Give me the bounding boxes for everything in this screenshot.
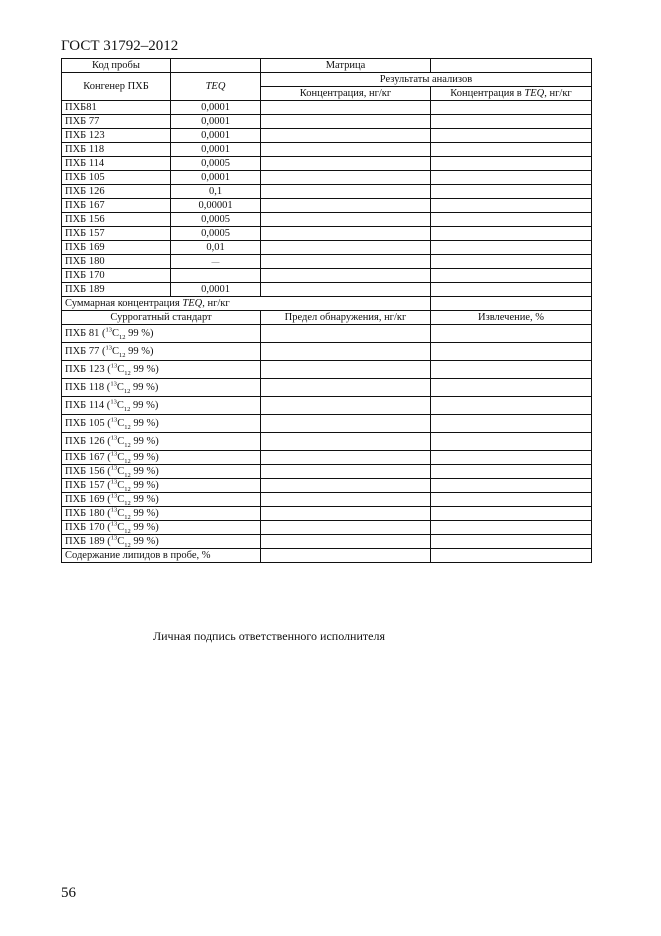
sample-code-value — [171, 59, 261, 73]
surrogate-name: ПХБ 167 ($^{13}C_{12}$ 99 %) — [62, 451, 261, 465]
concentration-teq-cell — [431, 199, 592, 213]
detection-limit-cell — [261, 361, 431, 379]
concentration-cell — [261, 213, 431, 227]
recovery-cell — [431, 343, 592, 361]
surrogate-row — [62, 451, 592, 465]
surrogate-row — [62, 465, 592, 479]
sum-value-cell — [431, 297, 592, 311]
signature-label: Личная подпись ответственного исполнителя — [153, 629, 385, 643]
congener-row — [62, 143, 592, 157]
concentration-cell — [261, 171, 431, 185]
concentration-label: Концентрация, нг/кг — [261, 87, 431, 101]
recovery-cell — [431, 433, 592, 451]
recovery-cell — [431, 535, 592, 549]
surrogate-name: ПХБ 169 ($^{13}C_{12}$ 99 %) — [62, 493, 261, 507]
sum-label: Суммарная концентрация TEQ, нг/кг — [62, 297, 431, 311]
detection-limit-cell — [261, 465, 431, 479]
congener-row — [62, 227, 592, 241]
surrogate-row — [62, 493, 592, 507]
surrogate-header-row — [62, 311, 592, 325]
congener-row — [62, 241, 592, 255]
detection-limit-cell — [261, 397, 431, 415]
concentration-cell — [261, 227, 431, 241]
matrix-label: Матрица — [261, 59, 431, 73]
sum-row — [62, 297, 592, 311]
concentration-cell — [261, 101, 431, 115]
congener-row — [62, 157, 592, 171]
surrogate-name: ПХБ 77 ($^{13}C_{12}$ 99 %) — [62, 343, 261, 361]
recovery-cell — [431, 379, 592, 397]
surrogate-row — [62, 379, 592, 397]
surrogate-name: ПХБ 118 ($^{13}C_{12}$ 99 %) — [62, 379, 261, 397]
congener-row — [62, 283, 592, 297]
teq-value: 0,1 — [171, 185, 261, 199]
lipid-label: Содержание липидов в пробе, % — [62, 549, 261, 563]
surrogate-name: ПХБ 81 ($^{13}C_{12}$ 99 %) — [62, 325, 261, 343]
header-row-sample — [62, 59, 592, 73]
page-number: 56 — [61, 885, 76, 901]
congener-name: ПХБ 169 — [62, 241, 171, 255]
header-row-results — [62, 73, 592, 87]
teq-value — [171, 269, 261, 283]
concentration-teq-cell — [431, 185, 592, 199]
teq-value: 0,0005 — [171, 213, 261, 227]
concentration-teq-cell — [431, 241, 592, 255]
concentration-teq-cell — [431, 227, 592, 241]
congener-name: ПХБ 157 — [62, 227, 171, 241]
recovery-cell — [431, 465, 592, 479]
teq-value: 0,0001 — [171, 115, 261, 129]
surrogate-row — [62, 397, 592, 415]
document-header: ГОСТ 31792–2012 — [61, 38, 179, 54]
surrogate-name: ПХБ 126 ($^{13}C_{12}$ 99 %) — [62, 433, 261, 451]
surrogate-name: ПХБ 114 ($^{13}C_{12}$ 99 %) — [62, 397, 261, 415]
results-form-table — [61, 58, 592, 563]
lipid-row — [62, 549, 592, 563]
concentration-cell — [261, 283, 431, 297]
detection-limit-cell — [261, 535, 431, 549]
concentration-cell — [261, 241, 431, 255]
teq-value: 0,00001 — [171, 199, 261, 213]
surrogate-name: ПХБ 157 ($^{13}C_{12}$ 99 %) — [62, 479, 261, 493]
sample-code-label: Код пробы — [62, 59, 171, 73]
concentration-cell — [261, 129, 431, 143]
recovery-cell — [431, 415, 592, 433]
recovery-cell — [431, 451, 592, 465]
congener-row — [62, 101, 592, 115]
recovery-cell — [431, 507, 592, 521]
congener-row — [62, 269, 592, 283]
surrogate-row — [62, 325, 592, 343]
teq-value: — — [171, 255, 261, 269]
recovery-cell — [431, 493, 592, 507]
surrogate-row — [62, 521, 592, 535]
lipid-cell — [261, 549, 431, 563]
detection-limit-cell — [261, 379, 431, 397]
teq-value: 0,0005 — [171, 157, 261, 171]
concentration-cell — [261, 157, 431, 171]
concentration-cell — [261, 269, 431, 283]
teq-value: 0,0005 — [171, 227, 261, 241]
matrix-value — [431, 59, 592, 73]
recovery-cell — [431, 479, 592, 493]
recovery-cell — [431, 397, 592, 415]
detection-limit-cell — [261, 325, 431, 343]
recovery-cell — [431, 361, 592, 379]
congener-name: ПХБ 189 — [62, 283, 171, 297]
detection-limit-label: Предел обнаружения, нг/кг — [261, 311, 431, 325]
teq-value: 0,0001 — [171, 101, 261, 115]
surrogate-name: ПХБ 105 ($^{13}C_{12}$ 99 %) — [62, 415, 261, 433]
congener-name: ПХБ 167 — [62, 199, 171, 213]
congener-row — [62, 185, 592, 199]
congener-name: ПХБ 114 — [62, 157, 171, 171]
concentration-teq-cell — [431, 129, 592, 143]
detection-limit-cell — [261, 521, 431, 535]
surrogate-row — [62, 507, 592, 521]
detection-limit-cell — [261, 451, 431, 465]
congener-row — [62, 129, 592, 143]
detection-limit-cell — [261, 507, 431, 521]
teq-label: TEQ — [171, 73, 261, 101]
concentration-cell — [261, 115, 431, 129]
concentration-teq-cell — [431, 115, 592, 129]
surrogate-name: ПХБ 180 ($^{13}C_{12}$ 99 %) — [62, 507, 261, 521]
surrogate-name: ПХБ 189 ($^{13}C_{12}$ 99 %) — [62, 535, 261, 549]
recovery-cell — [431, 521, 592, 535]
detection-limit-cell — [261, 479, 431, 493]
concentration-teq-cell — [431, 283, 592, 297]
surrogate-row — [62, 343, 592, 361]
surrogate-row — [62, 361, 592, 379]
surrogate-row — [62, 433, 592, 451]
detection-limit-cell — [261, 343, 431, 361]
concentration-teq-cell — [431, 143, 592, 157]
teq-value: 0,0001 — [171, 171, 261, 185]
congener-name: ПХБ 180 — [62, 255, 171, 269]
teq-value: 0,0001 — [171, 143, 261, 157]
congener-row — [62, 213, 592, 227]
surrogate-name: ПХБ 170 ($^{13}C_{12}$ 99 %) — [62, 521, 261, 535]
congener-name: ПХБ 156 — [62, 213, 171, 227]
surrogate-row — [62, 415, 592, 433]
concentration-teq-cell — [431, 101, 592, 115]
congener-name: ПХБ 170 — [62, 269, 171, 283]
concentration-cell — [261, 143, 431, 157]
concentration-teq-cell — [431, 269, 592, 283]
congener-name: ПХБ 123 — [62, 129, 171, 143]
lipid-cell-2 — [431, 549, 592, 563]
surrogate-row — [62, 535, 592, 549]
congener-row — [62, 255, 592, 269]
concentration-cell — [261, 255, 431, 269]
congener-label: Конгенер ПХБ — [62, 73, 171, 101]
congener-name: ПХБ81 — [62, 101, 171, 115]
teq-value: 0,0001 — [171, 283, 261, 297]
congener-name: ПХБ 126 — [62, 185, 171, 199]
teq-value: 0,01 — [171, 241, 261, 255]
concentration-teq-cell — [431, 157, 592, 171]
concentration-teq-cell — [431, 255, 592, 269]
concentration-cell — [261, 185, 431, 199]
concentration-cell — [261, 199, 431, 213]
concentration-teq-label: Концентрация в TEQ, нг/кг — [431, 87, 592, 101]
detection-limit-cell — [261, 433, 431, 451]
surrogate-row — [62, 479, 592, 493]
congener-name: ПХБ 105 — [62, 171, 171, 185]
concentration-teq-cell — [431, 213, 592, 227]
detection-limit-cell — [261, 493, 431, 507]
teq-value: 0,0001 — [171, 129, 261, 143]
detection-limit-cell — [261, 415, 431, 433]
surrogate-label: Суррогатный стандарт — [62, 311, 261, 325]
congener-name: ПХБ 118 — [62, 143, 171, 157]
congener-row — [62, 171, 592, 185]
recovery-label: Извлечение, % — [431, 311, 592, 325]
results-label: Результаты анализов — [261, 73, 592, 87]
concentration-teq-cell — [431, 171, 592, 185]
surrogate-name: ПХБ 156 ($^{13}C_{12}$ 99 %) — [62, 465, 261, 479]
congener-row — [62, 115, 592, 129]
congener-name: ПХБ 77 — [62, 115, 171, 129]
surrogate-name: ПХБ 123 ($^{13}C_{12}$ 99 %) — [62, 361, 261, 379]
congener-row — [62, 199, 592, 213]
recovery-cell — [431, 325, 592, 343]
